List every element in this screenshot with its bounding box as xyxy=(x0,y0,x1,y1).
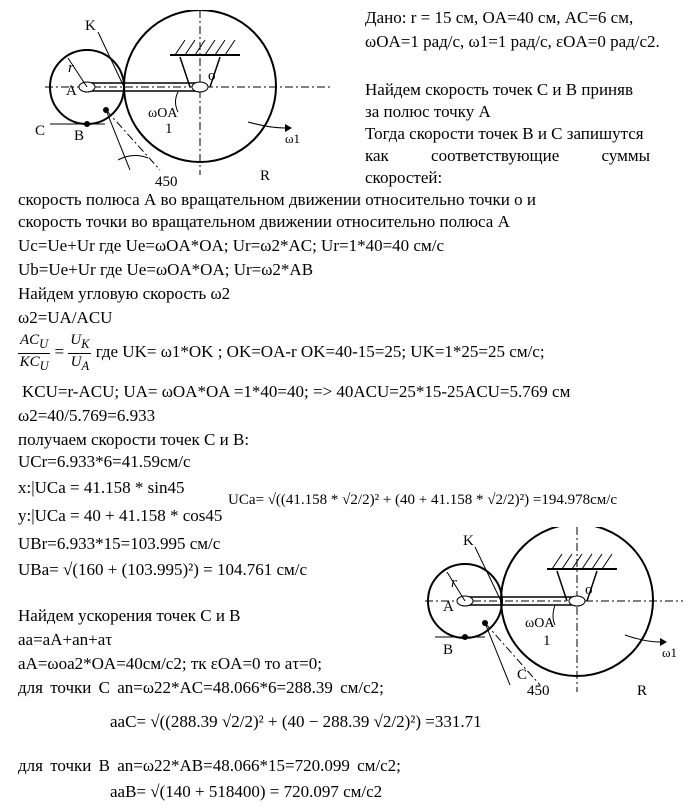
label-A: A xyxy=(66,83,77,99)
frac-uk-ua: $\frac{U_K}{U_A}$ xyxy=(70,331,90,373)
intro-line-4: как соответствующие суммы xyxy=(365,146,651,165)
eq-w2-val: ω2=40/5.769=6.933 xyxy=(18,406,156,425)
intro-line-6: скорость полюса А во вращательном движении относительно точки о и xyxy=(18,190,536,209)
frac-ac-kc: $\frac{AC_U}{KC_U}$ xyxy=(19,331,49,373)
eq-uc: Uc=Ue+Ur где Ue=ωOA*OA; Ur=ω2*AC; Ur=1*40=40 см/с xyxy=(18,236,444,255)
intro-line-2: за полюс точку А xyxy=(365,102,491,121)
eq-aaC: aaC= √((288.39 √2/2)² + (40 − 288.39 √2/2)²) =331.71 xyxy=(110,712,482,731)
eq-aa: aa=aA+an+aτ xyxy=(18,630,113,649)
label-B-2: B xyxy=(443,642,454,658)
label-r: r xyxy=(68,60,74,76)
eq-acc-heading: Найдем ускорения точек С и В xyxy=(18,606,241,625)
eq-y: y:|UCa = 40 + 41.158 * cos45 xyxy=(18,506,223,525)
eq-ubr: UBr=6.933*15=103.995 см/с xyxy=(18,534,221,553)
given-line-1: Дано: r = 15 см, OA=40 см, AC=6 см, xyxy=(365,8,634,27)
eq-for-c: для точки С an=ω22*AC=48.066*6=288.39 см/с2; xyxy=(18,678,384,697)
label-45deg-2: 450 xyxy=(527,683,550,699)
eq-ub: Ub=Ue+Ur где Ue=ωOA*OA; Ur=ω2*AB xyxy=(18,260,314,279)
intro-line-3: Тогда скорости точек В и С запишутся xyxy=(365,124,644,143)
label-B: B xyxy=(74,128,85,144)
eq-fraction-tail: где UK= ω1*OK ; OK=OA-r OK=40-15=25; UK=1*25=25 см/с; xyxy=(95,342,545,361)
intro-line-7: скорость точки во вращательном движении относительно полюса А xyxy=(18,212,510,231)
eq-uca: UCa= √((41.158 * √2/2)² + (40 + 41.158 * √2/2)²) =194.978см/с xyxy=(228,492,618,508)
eq-ucr: UCr=6.933*6=41.59см/с xyxy=(18,452,191,471)
label-omega-1: ω1 xyxy=(285,131,301,146)
eq-angular-heading: Найдем угловую скорость ω2 xyxy=(18,284,231,303)
intro-line-1: Найдем скорость точек С и В приняв xyxy=(365,80,633,99)
mechanism-diagram-top xyxy=(30,10,350,200)
label-1-2: 1 xyxy=(543,633,551,649)
eq-kc: KCU=r-ACU; UA= ωOA*OA =1*40=40; => 40ACU=25*15-25ACU=5.769 см xyxy=(22,382,571,401)
label-omega-1-2: ω1 xyxy=(662,645,678,660)
label-r-2: r xyxy=(451,575,457,591)
eq-aaB: aaB= √(140 + 518400) = 720.097 см/с2 xyxy=(110,782,383,801)
label-C: C xyxy=(35,123,46,139)
label-A-2: A xyxy=(443,599,454,615)
label-45deg: 450 xyxy=(155,174,178,190)
label-K-2: K xyxy=(463,533,474,549)
label-R-2: R xyxy=(637,683,648,699)
intro-line-5: скоростей: xyxy=(365,168,443,187)
eq-x: x:|UCa = 41.158 * sin45 xyxy=(18,478,185,497)
label-K: K xyxy=(85,18,96,34)
eq-get-heading: получаем скорости точек С и В: xyxy=(18,430,250,449)
eq-for-b: для точки В an=ω22*AB=48.066*15=720.099 см/с2; xyxy=(18,756,401,775)
label-C-2: C xyxy=(517,667,528,683)
eq-aA: aA=ωoa2*OA=40см/с2; тк εOA=0 то aτ=0; xyxy=(18,654,322,673)
label-R: R xyxy=(260,168,271,184)
label-1: 1 xyxy=(165,121,173,137)
eq-fraction-row: $\frac{AC_U}{KC_U}$ = $\frac{U_K}{U_A}$ где UK= ω1*OK ; OK=OA-r OK=40-15=25; UK=1*25=25 см/с; xyxy=(19,331,545,373)
label-omega-oa-2: ωOA xyxy=(525,616,555,631)
eq-uba: UBa= √(160 + (103.995)²) = 104.761 см/с xyxy=(18,560,308,579)
label-o: o xyxy=(208,68,216,84)
mechanism-diagram-bottom xyxy=(425,527,685,707)
label-o-2: o xyxy=(585,582,593,598)
label-omega-oa: ωOA xyxy=(148,106,178,121)
eq-w2-def: ω2=UA/ACU xyxy=(18,308,113,327)
given-line-2: ωOA=1 рад/с, ω1=1 рад/с, εOA=0 рад/с2. xyxy=(365,32,660,51)
